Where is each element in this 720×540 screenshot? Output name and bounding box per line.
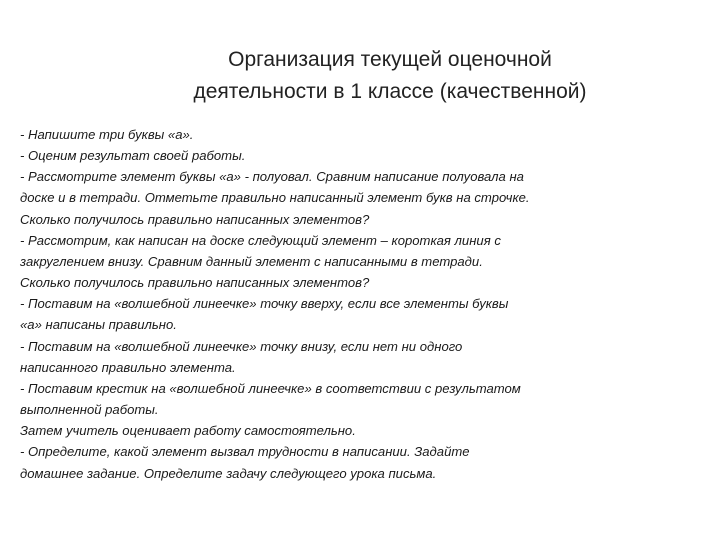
slide-body [20, 124, 620, 484]
body-line: - Напишите три буквы «а». [20, 127, 194, 142]
body-line: - Рассмотрите элемент буквы «а» - полуовал. Сравним написание полуовала на [20, 169, 524, 185]
body-line: домашнее задание. Определите задачу следующего урока письма. [20, 465, 437, 481]
title-line-2: деятельности в 1 классе (качественной) [193, 80, 587, 103]
body-line: - Рассмотрим, как написан на доске следующий элемент – короткая линия с [20, 232, 501, 248]
body-line: - Поставим на «волшебной линеечке» точку вверху, если все элементы буквы [20, 296, 509, 312]
body-line: - Определите, какой элемент вызвал трудности в написании. Задайте [20, 444, 470, 460]
body-line: - Поставим на «волшебной линеечке» точку внизу, если нет ни одного [20, 338, 463, 354]
body-line: Сколько получилось правильно написанных элементов? [20, 211, 370, 227]
body-line: - Оценим результат своей работы. [20, 148, 246, 164]
body-line: «а» написаны правильно. [20, 317, 177, 333]
body-line: Сколько получилось правильно написанных элементов? [20, 275, 370, 291]
body-line: Затем учитель оценивает работу самостоятельно. [20, 423, 356, 439]
body-line: написанного правильно элемента. [20, 359, 236, 375]
body-line: доске и в тетради. Отметьте правильно написанный элемент букв на строчке. [20, 190, 530, 206]
body-line: закруглением внизу. Сравним данный элемент с написанными в тетради. [20, 253, 483, 269]
slide-title [150, 44, 630, 108]
body-line: - Поставим крестик на «волшебной линеечке» в соответствии с результатом [20, 380, 521, 396]
body-line: выполненной работы. [20, 402, 159, 418]
title-line-1: Организация текущей оценочной [228, 48, 552, 71]
